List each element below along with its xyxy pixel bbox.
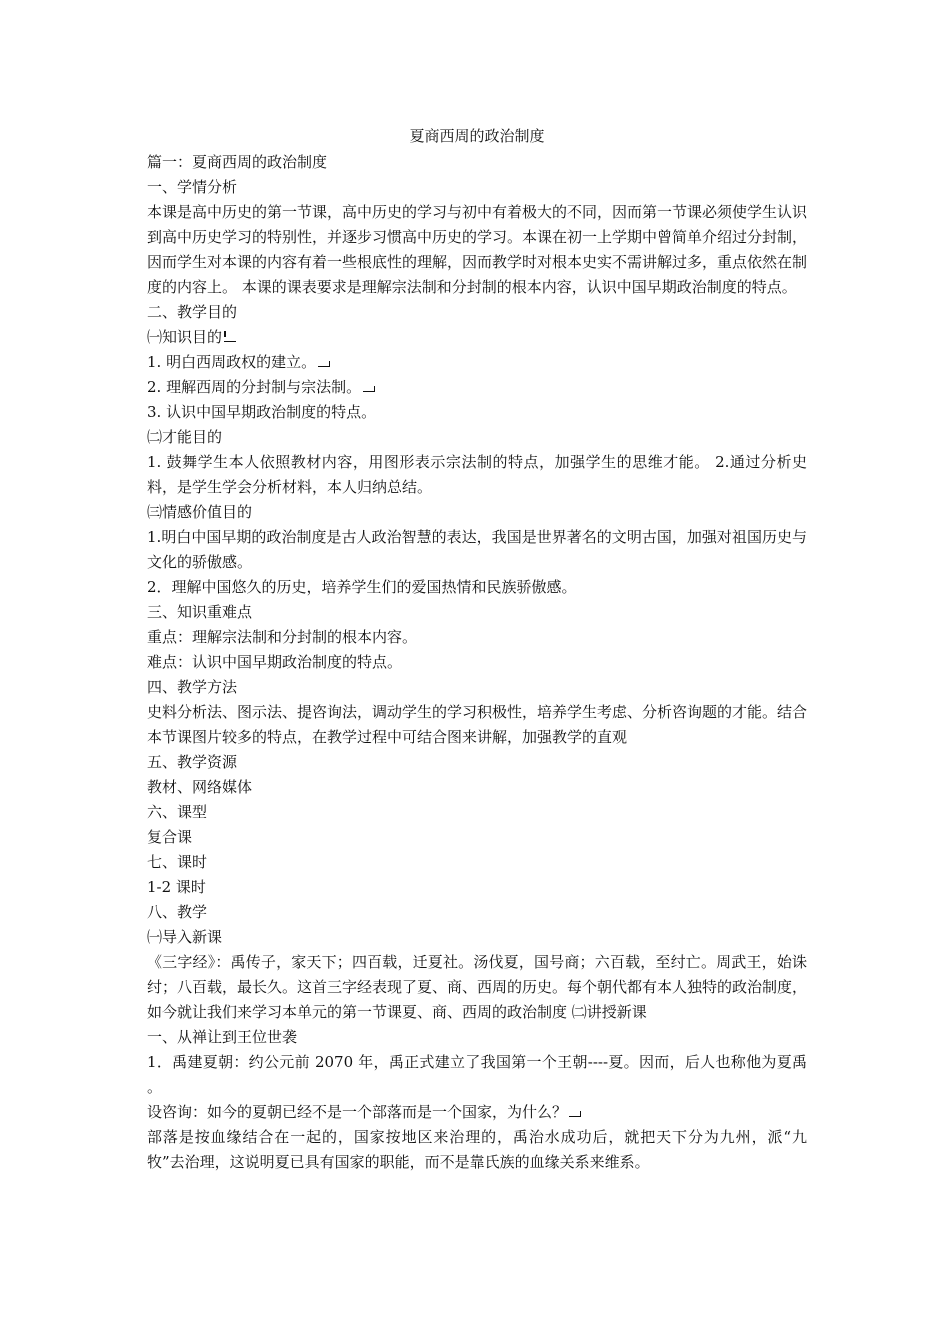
paragraph xyxy=(147,1100,807,1125)
list-item-text: 1. 明白西周政权的建立。 xyxy=(147,353,317,371)
section-heading: 五、教学资源 xyxy=(147,753,238,771)
paragraph: 1. 鼓舞学生本人依照教材内容，用图形表示宗法制的特点，加强学生的思维才能。 2.通过分析史料，是学生学会分析材料，本人归纳总结。 xyxy=(147,453,807,496)
paragraph: 1-2 课时 xyxy=(147,878,206,896)
paragraph: 1.明白中国早期的政治制度是古人政治智慧的表达，我国是世界著名的文明古国，加强对祖国历史与文化的骄傲感。 xyxy=(147,528,807,571)
edit-mark-icon xyxy=(224,333,236,342)
paragraph: 部落是按血缘结合在一起的，国家按地区来治理的，禹治水成功后，就把天下分为九州，派“九牧”去治理，这说明夏已具有国家的职能，而不是靠氏族的血缘关系来维系。 xyxy=(147,1128,807,1171)
document-title: 夏商西周的政治制度 xyxy=(409,127,545,145)
section-heading: 一、学情分析 xyxy=(147,178,238,196)
edit-mark-icon xyxy=(318,358,330,367)
section-heading: 一、从禅让到王位世袭 xyxy=(147,1028,298,1046)
paragraph: 1．禹建夏朝：约公元前 2070 年，禹正式建立了我国第一个王朝----夏。因而，后人也称他为夏禹 。 xyxy=(147,1053,807,1096)
edit-mark-icon xyxy=(569,1108,581,1117)
subsection-heading-text: ㈠知识目的 xyxy=(147,328,223,346)
document-page xyxy=(147,124,807,1175)
paragraph: 难点：认识中国早期政治制度的特点。 xyxy=(147,653,403,671)
subsection-heading xyxy=(147,325,807,350)
paragraph: 本课是高中历史的第一节课，高中历史的学习与初中有着极大的不同，因而第一节课必须使学生认识到高中历史学习的特别性，并逐步习惯高中历史的学习。本课在初一上学期中曾简单介绍过分封制，因而学生对本课的内容有着一些根底性的理解，因而教学时对根本史实不需讲解过多，重点依然在制度的内容上。 本课的课表要求是理解宗法制和分封制的根本内容，认识中国早期政治制度的特点。 xyxy=(147,203,808,296)
paragraph: 重点：理解宗法制和分封制的根本内容。 xyxy=(147,628,418,646)
question-text: 设咨询：如今的夏朝已经不是一个部落而是一个国家，为什么？ xyxy=(147,1103,568,1121)
paragraph: 2．理解中国悠久的历史，培养学生们的爱国热情和民族骄傲感。 xyxy=(147,578,577,596)
paragraph: 史料分析法、图示法、提咨询法，调动学生的学习积极性，培养学生考虑、分析咨询题的才能。结合本节课图片较多的特点，在教学过程中可结合图来讲解，加强教学的直观 xyxy=(147,703,808,746)
list-item-text: 2. 理解西周的分封制与宗法制。 xyxy=(147,378,362,396)
subsection-heading: ㈡才能目的 xyxy=(147,428,223,446)
list-item xyxy=(147,350,807,375)
section-heading: 三、知识重难点 xyxy=(147,603,253,621)
paragraph: 教材、网络媒体 xyxy=(147,778,253,796)
section-heading: 八、教学 xyxy=(147,903,208,921)
subtitle-line: 篇一：夏商西周的政治制度 xyxy=(147,153,328,171)
section-heading: 二、教学目的 xyxy=(147,303,238,321)
list-item xyxy=(147,375,807,400)
section-heading: 六、课型 xyxy=(147,803,208,821)
section-heading: 七、课时 xyxy=(147,853,208,871)
paragraph: 《三字经》：禹传子，家天下；四百载，迁夏社。汤伐夏，国号商；六百载，至纣亡。周武王，始诛纣；八百载，最长久。这首三字经表现了夏、商、西周的历史。每个朝代都有本人独特的政治制度，如今就让我们来学习本单元的第一节课夏、商、西周的政治制度 ㈡讲授新课 xyxy=(147,953,808,1021)
section-heading: 四、教学方法 xyxy=(147,678,238,696)
list-item: 3. 认识中国早期政治制度的特点。 xyxy=(147,403,377,421)
paragraph: 复合课 xyxy=(147,828,193,846)
subsection-heading: ㈠导入新课 xyxy=(147,928,223,946)
edit-mark-icon xyxy=(363,383,375,392)
subsection-heading: ㈢情感价值目的 xyxy=(147,503,253,521)
